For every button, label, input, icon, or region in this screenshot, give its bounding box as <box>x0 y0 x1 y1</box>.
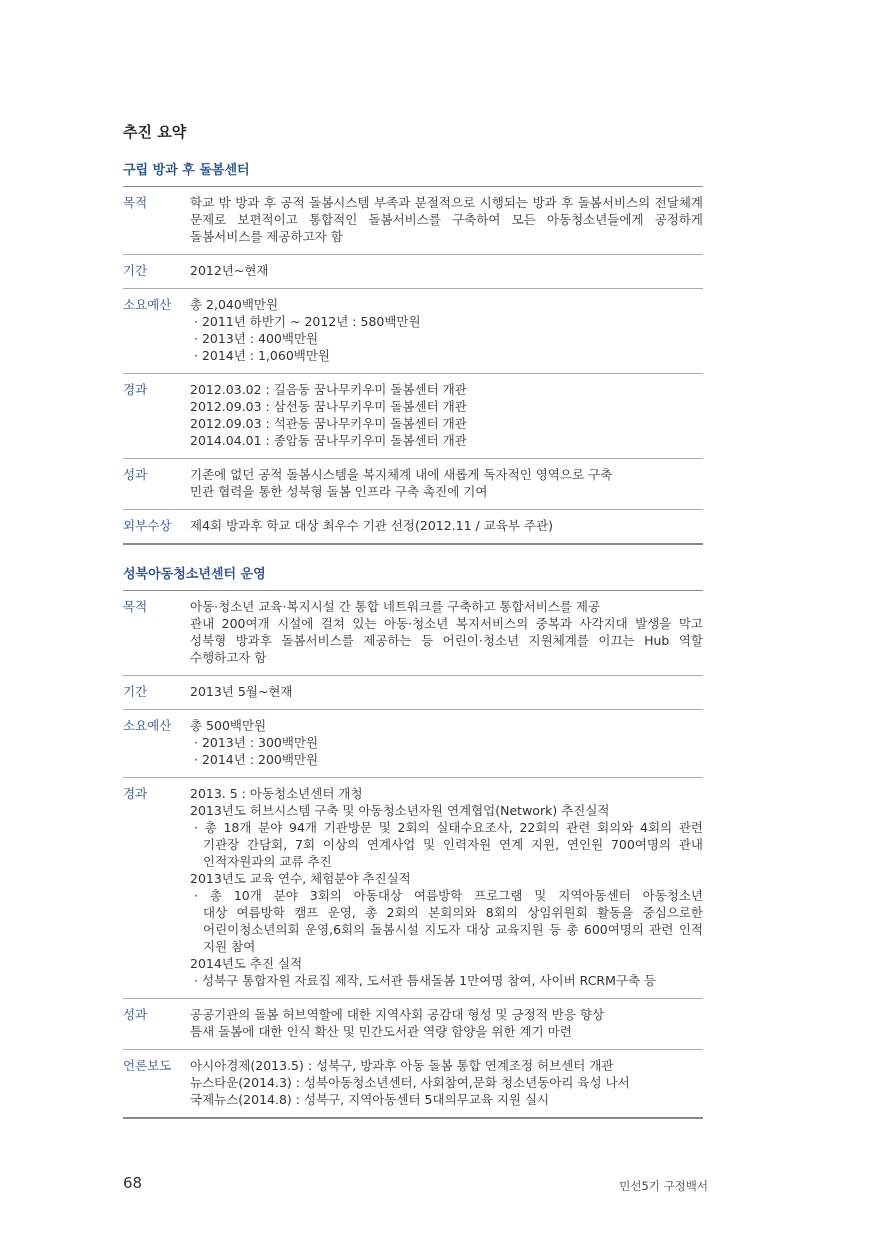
row-label: 목적 <box>123 195 148 210</box>
info-row <box>123 374 703 459</box>
row-text-line: 2013년도 교육 연수, 체험분야 추진실적 <box>190 871 411 886</box>
row-content <box>190 510 703 543</box>
row-content <box>190 778 703 998</box>
row-label: 경과 <box>123 786 148 801</box>
row-text-line: · 2013년 : 400백만원 <box>194 331 319 346</box>
row-text-line: 관내 200여개 시설에 걸쳐 있는 아동·청소년 복지서비스의 중복과 사각지대 발생을 막고 <box>190 616 703 631</box>
row-text-line: 틈새 돌봄에 대한 인식 확산 및 민간도서관 역량 함양을 위한 계기 마련 <box>190 1024 572 1039</box>
row-text-line: 인적자원과의 교류 추진 <box>203 854 332 869</box>
row-content <box>190 374 703 458</box>
row-label: 소요예산 <box>123 297 172 312</box>
row-content <box>190 187 703 254</box>
row-text-line: 2012.03.02 : 길음동 꿈나무키우미 돌봄센터 개관 <box>190 382 467 397</box>
row-text-line: 수행하고자 함 <box>190 650 267 665</box>
book-title: 민선5기 구정백서 <box>619 1179 708 1193</box>
info-row <box>123 510 703 545</box>
row-text-line: · 2014년 : 200백만원 <box>194 752 319 767</box>
row-text-line: 총 500백만원 <box>190 718 267 733</box>
row-label: 언론보도 <box>123 1058 172 1073</box>
row-label: 목적 <box>123 599 148 614</box>
row-content <box>190 1050 703 1117</box>
row-text-line: 2012년~현재 <box>190 263 269 278</box>
row-text-line: 2013. 5 : 아동청소년센터 개청 <box>190 786 363 801</box>
row-text-line: · 성북구 통합자원 자료집 제작, 도서관 틈새돌봄 1만여명 참여, 사이버 RCRM구축 등 <box>194 973 657 988</box>
section-title: 성북아동청소년센터 운영 <box>123 565 703 591</box>
row-text-line: 문제로 보편적이고 통합적인 돌봄서비스를 구축하여 모든 아동청소년들에게 공정하게 <box>190 212 703 227</box>
row-text-line: 대상 여름방학 캠프 운영, 총 2회의 본회의와 8회의 상임위원회 활동을 중심으로한 <box>203 905 703 920</box>
row-text-line: 성북형 방과후 돌봄서비스를 제공하는 등 어린이·청소년 지원체계를 이끄는 Hub 역할 <box>190 633 703 648</box>
row-text-line: 제4회 방과후 학교 대상 최우수 기관 선정(2012.11 / 교육부 주관) <box>190 518 553 533</box>
row-text-line: 2012.09.03 : 석관동 꿈나무키우미 돌봄센터 개관 <box>190 416 467 431</box>
info-row <box>123 255 703 289</box>
row-label: 성과 <box>123 1007 148 1022</box>
row-text-line: · 2013년 : 300백만원 <box>194 735 319 750</box>
info-row <box>123 676 703 710</box>
row-text-line: · 총 10개 분야 3회의 아동대상 여름방학 프로그램 및 지역아동센터 아동청소년 <box>194 888 703 903</box>
row-content <box>190 289 703 373</box>
info-row <box>123 710 703 778</box>
row-label: 외부수상 <box>123 518 172 533</box>
row-text-line: 공공기관의 돌봄 허브역할에 대한 지역사회 공감대 형성 및 긍정적 반응 향상 <box>190 1007 605 1022</box>
row-content <box>190 591 703 675</box>
row-text-line: 기존에 없던 공적 돌봄시스템을 복지체계 내에 새롭게 독자적인 영역으로 구축 <box>190 467 613 482</box>
info-row <box>123 1050 703 1119</box>
row-text-line: 아동·청소년 교육·복지시설 간 통합 네트워크를 구축하고 통합서비스를 제공 <box>190 599 601 614</box>
row-label: 기간 <box>123 684 148 699</box>
row-text-line: 학교 밖 방과 후 공적 돌봄시스템 부족과 분절적으로 시행되는 방과 후 돌봄서비스의 전달체계 <box>190 195 703 210</box>
section-youth-center <box>123 565 703 1119</box>
row-label: 경과 <box>123 382 148 397</box>
row-text-line: · 2014년 : 1,060백만원 <box>194 348 331 363</box>
row-text-line: 돌봄서비스를 제공하고자 함 <box>190 229 343 244</box>
row-text-line: · 2011년 하반기 ~ 2012년 : 580백만원 <box>194 314 421 329</box>
row-content <box>190 710 703 777</box>
section-dolbom-center <box>123 161 703 545</box>
row-text-line: 2013년도 허브시스템 구축 및 아동청소년자원 연계협업(Network) 추진실적 <box>190 803 610 818</box>
row-text-line: 민관 협력을 통한 성북형 돌봄 인프라 구축 촉진에 기여 <box>190 484 488 499</box>
row-content <box>190 459 703 509</box>
section-title: 구립 방과 후 돌봄센터 <box>123 161 703 187</box>
row-content <box>190 999 703 1049</box>
info-row <box>123 289 703 374</box>
row-text-line: 뉴스타운(2014.3) : 성북아동청소년센터, 사회참여,문화 청소년동아리 육성 나서 <box>190 1075 630 1090</box>
page-heading: 추진 요약 <box>123 123 187 141</box>
row-text-line: · 총 18개 분야 94개 기관방문 및 2회의 실태수요조사, 22회의 관련 회의와 4회의 관련 <box>194 820 703 835</box>
info-row <box>123 459 703 510</box>
row-text-line: 어린이청소년의회 운영,6회의 돌봄시설 지도자 대상 교육지원 등 총 600여명의 관련 인적 <box>203 922 703 937</box>
row-text-line: 2013년 5월~현재 <box>190 684 293 699</box>
page-number: 68 <box>123 1174 143 1192</box>
row-text-line: 총 2,040백만원 <box>190 297 279 312</box>
info-row <box>123 591 703 676</box>
row-text-line: 2014.04.01 : 종암동 꿈나무키우미 돌봄센터 개관 <box>190 433 467 448</box>
row-content <box>190 676 703 709</box>
row-label: 기간 <box>123 263 148 278</box>
row-text-line: 2012.09.03 : 삼선동 꿈나무키우미 돌봄센터 개관 <box>190 399 467 414</box>
row-text-line: 지원 참여 <box>203 939 256 954</box>
row-text-line: 기관장 간담회, 7회 이상의 연계사업 및 인력자원 연계 지원, 연인원 700여명의 관내 <box>203 837 703 852</box>
row-text-line: 2014년도 추진 실적 <box>190 956 303 971</box>
row-text-line: 아시아경제(2013.5) : 성북구, 방과후 아동 돌봄 통합 연계조정 허브센터 개관 <box>190 1058 614 1073</box>
row-label: 성과 <box>123 467 148 482</box>
info-row <box>123 999 703 1050</box>
row-label: 소요예산 <box>123 718 172 733</box>
row-content <box>190 255 703 288</box>
row-text-line: 국제뉴스(2014.8) : 성북구, 지역아동센터 5대의무교육 지원 실시 <box>190 1092 550 1107</box>
info-row <box>123 778 703 999</box>
info-row <box>123 187 703 255</box>
